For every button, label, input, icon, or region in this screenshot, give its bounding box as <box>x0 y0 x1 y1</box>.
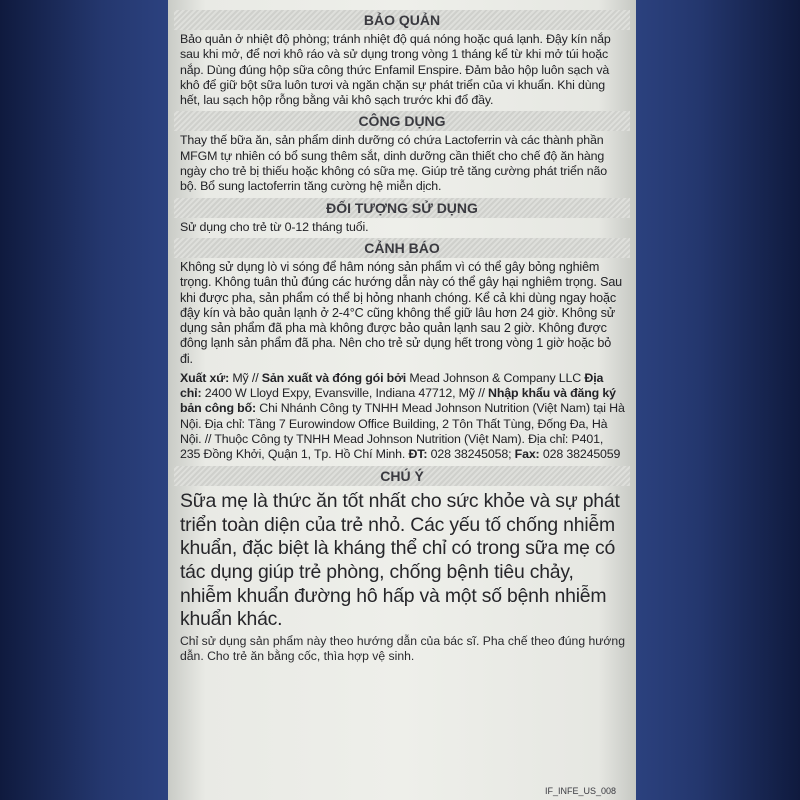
origin-block <box>180 371 626 462</box>
maker-address-value: 2400 W Lloyd Expy, Evansville, Indiana 47712, Mỹ // <box>201 386 489 401</box>
note-instructions: Chỉ sử dụng sản phẩm này theo hướng dẫn của bác sĩ. Pha chế theo đúng hướng dẫn. Cho trẻ ăn bằng cốc, thìa hợp vệ sinh. <box>180 633 625 664</box>
phone-label: ĐT: <box>408 447 428 462</box>
maker-address-label: Địa chỉ: <box>180 371 604 401</box>
usage-text: Thay thế bữa ăn, sản phẩm dinh dưỡng có chứa Lactoferrin và các thành phần MFGM tự nhiên có bổ sung thêm sắt, dinh dưỡng cần thiết cho chế độ ăn hàng ngày cho trẻ bị thiếu hoặc không có sữa mẹ. Giúp trẻ tăng cường phát triển não bộ. Bổ sung lactoferrin tăng cường hệ miễn dịch. <box>180 133 607 194</box>
maker-label: Sản xuất và đóng gói bởi <box>261 371 407 386</box>
background-left <box>0 0 170 800</box>
background-right <box>630 0 800 800</box>
warning-heading: CẢNH BÁO <box>174 238 630 258</box>
origin-label: Xuất xứ: <box>180 371 230 386</box>
phone-value: 028 38245058; <box>427 447 515 462</box>
storage-text: Bảo quản ở nhiệt độ phòng; tránh nhiệt độ quá nóng hoặc quá lạnh. Đậy kín nắp sau khi mở, để nơi khô ráo và sử dụng trong vòng 1 tháng kể từ khi mở túi hoặc nắp. Dùng đúng hộp sữa công thức Enfamil Enspire. Đảm bảo hộp luôn sạch và khô để giữ bột sữa luôn tươi và ngăn chặn sự phát triển của vi khuẩn. Khi dùng hết, lau sạch hộp rỗng bằng vải khô sạch trước khi đổ đầy. <box>180 32 611 108</box>
storage-heading: BẢO QUẢN <box>174 10 630 30</box>
fax-label: Fax: <box>514 447 540 462</box>
note-heading: CHÚ Ý <box>174 466 630 486</box>
target-heading: ĐỐI TƯỢNG SỬ DỤNG <box>174 198 630 218</box>
maker-value: Mead Johnson & Company LLC <box>406 371 585 386</box>
note-main-text: Sữa mẹ là thức ăn tốt nhất cho sức khỏe và sự phát triển toàn diện của trẻ nhỏ. Các yếu tố chống nhiễm khuẩn, đặc biệt là kháng thể chỉ có trong sữa mẹ có tác dụng giúp trẻ phòng, chống bệnh tiêu chảy, nhiễm khuẩn đường hô hấp và một số bệnh nhiễm khuẩn khác. <box>180 490 620 631</box>
usage-heading: CÔNG DỤNG <box>174 111 630 131</box>
origin-value: Mỹ // <box>229 371 262 386</box>
fax-value: 028 38245059 <box>539 447 621 462</box>
target-text: Sử dụng cho trẻ từ 0-12 tháng tuổi. <box>180 219 369 234</box>
label-code: IF_INFE_US_008 <box>544 786 616 796</box>
warning-text: Không sử dụng lò vi sóng để hâm nóng sản phẩm vì có thể gây bỏng nghiêm trọng. Không tuân thủ đúng các hướng dẫn này có thể gây hại nghiêm trọng. Sau khi được pha, sản phẩm có thể bị hỏng nhanh chóng. Kể cả khi dùng ngay hoặc đậy kín và bảo quản lạnh ở 2-4°C cũng không thể giữ lâu hơn 24 giờ. Không sử dụng sản phẩm đã pha mà không được bảo quản lạnh sau 2 giờ. Không được đông lạnh sản phẩm đã pha. Nên cho trẻ sử dụng hết trong vòng 1 giờ hoặc bỏ đi. <box>180 259 623 366</box>
import-value: Chi Nhánh Công ty TNHH Mead Johnson Nutrition (Việt Nam) tại Hà Nội. Địa chỉ: Tầng 7 Eurowindow Office Building, 2 Tôn Thất Tùng, Đống Đa, Hà Nội. // Thuộc Công ty TNHH Mead Johnson Nutrition (Việt Nam). Địa chỉ: P401, 235 Đồng Khởi, Quận 1, Tp. Hồ Chí Minh. <box>180 401 625 462</box>
import-label: Nhập khẩu và đăng ký bản công bố: <box>180 386 616 416</box>
product-label <box>168 0 636 800</box>
